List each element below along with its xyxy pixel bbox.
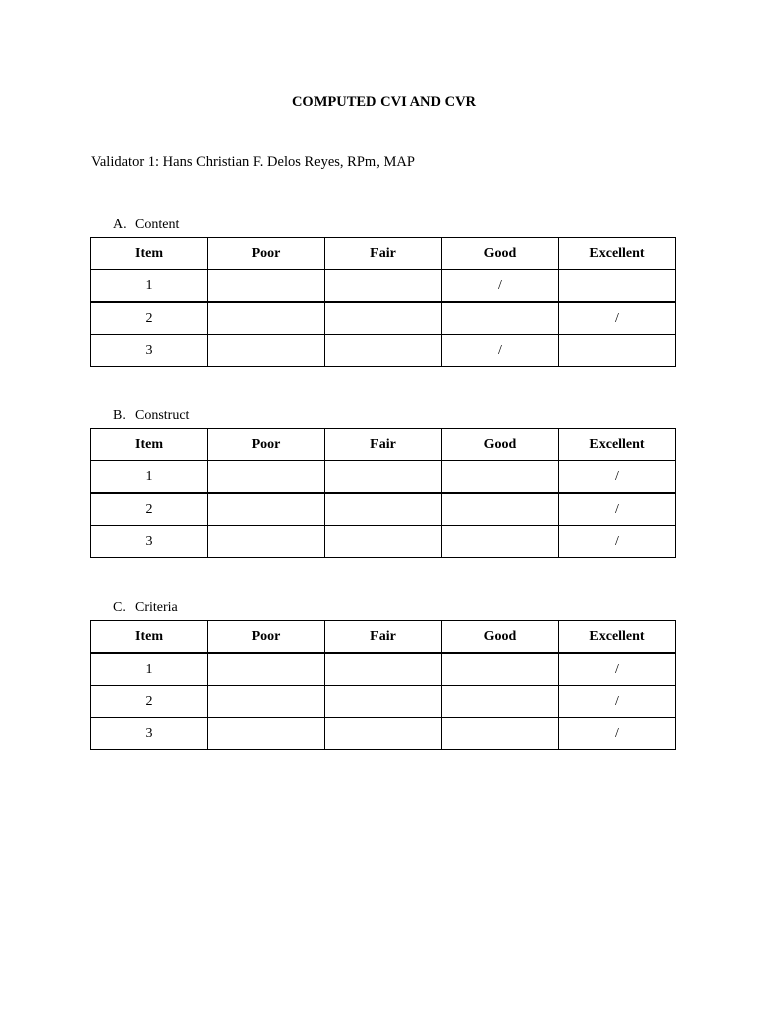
excellent-cell: /: [559, 526, 676, 558]
column-header-fair: Fair: [325, 429, 442, 461]
table-row: [91, 302, 676, 335]
section-name: Criteria: [135, 600, 178, 615]
column-header-poor: Poor: [208, 429, 325, 461]
fair-cell: [325, 526, 442, 558]
excellent-cell: /: [559, 686, 676, 718]
column-header-item: Item: [91, 621, 208, 654]
section-letter: A.: [113, 217, 127, 232]
table-row: [91, 335, 676, 367]
item-cell: 3: [91, 718, 208, 750]
fair-cell: [325, 270, 442, 303]
excellent-cell: /: [559, 653, 676, 686]
excellent-cell: /: [559, 718, 676, 750]
fair-cell: [325, 493, 442, 526]
fair-cell: [325, 335, 442, 367]
item-cell: 1: [91, 461, 208, 494]
good-cell: [442, 526, 559, 558]
validator-line: Validator 1: Hans Christian F. Delos Reyes, RPm, MAP: [91, 154, 415, 170]
section-heading-content: [113, 217, 179, 233]
item-cell: 2: [91, 686, 208, 718]
criteria-rating-table: [90, 620, 676, 750]
section-heading-construct: [113, 408, 189, 424]
poor-cell: [208, 270, 325, 303]
excellent-cell: /: [559, 461, 676, 494]
fair-cell: [325, 461, 442, 494]
item-cell: 1: [91, 653, 208, 686]
excellent-cell: [559, 335, 676, 367]
excellent-cell: /: [559, 493, 676, 526]
table-row: [91, 461, 676, 494]
column-header-poor: Poor: [208, 621, 325, 654]
table-row: [91, 653, 676, 686]
column-header-good: Good: [442, 621, 559, 654]
poor-cell: [208, 686, 325, 718]
good-cell: [442, 493, 559, 526]
section-letter: B.: [113, 408, 126, 423]
column-header-fair: Fair: [325, 621, 442, 654]
table-header-row: [91, 429, 676, 461]
fair-cell: [325, 302, 442, 335]
section-heading-criteria: [113, 600, 178, 616]
item-cell: 3: [91, 335, 208, 367]
poor-cell: [208, 653, 325, 686]
construct-rating-table: [90, 428, 676, 558]
poor-cell: [208, 493, 325, 526]
table-row: [91, 526, 676, 558]
poor-cell: [208, 461, 325, 494]
page-title: COMPUTED CVI AND CVR: [291, 94, 477, 110]
column-header-excellent: Excellent: [559, 429, 676, 461]
column-header-good: Good: [442, 238, 559, 270]
item-cell: 2: [91, 493, 208, 526]
fair-cell: [325, 718, 442, 750]
column-header-item: Item: [91, 429, 208, 461]
item-cell: 2: [91, 302, 208, 335]
excellent-cell: [559, 270, 676, 303]
table-header-row: [91, 621, 676, 654]
content-rating-table: [90, 237, 676, 367]
column-header-poor: Poor: [208, 238, 325, 270]
fair-cell: [325, 653, 442, 686]
table-row: [91, 686, 676, 718]
good-cell: /: [442, 335, 559, 367]
good-cell: /: [442, 270, 559, 303]
section-name: Construct: [135, 408, 190, 423]
table-row: [91, 270, 676, 303]
excellent-cell: /: [559, 302, 676, 335]
section-name: Content: [135, 217, 180, 232]
table-row: [91, 493, 676, 526]
column-header-good: Good: [442, 429, 559, 461]
table-row: [91, 718, 676, 750]
good-cell: [442, 718, 559, 750]
good-cell: [442, 461, 559, 494]
good-cell: [442, 686, 559, 718]
section-letter: C.: [113, 600, 126, 615]
item-cell: 3: [91, 526, 208, 558]
fair-cell: [325, 686, 442, 718]
good-cell: [442, 653, 559, 686]
poor-cell: [208, 302, 325, 335]
column-header-excellent: Excellent: [559, 621, 676, 654]
poor-cell: [208, 718, 325, 750]
poor-cell: [208, 335, 325, 367]
good-cell: [442, 302, 559, 335]
column-header-fair: Fair: [325, 238, 442, 270]
item-cell: 1: [91, 270, 208, 303]
table-header-row: [91, 238, 676, 270]
column-header-excellent: Excellent: [559, 238, 676, 270]
column-header-item: Item: [91, 238, 208, 270]
poor-cell: [208, 526, 325, 558]
